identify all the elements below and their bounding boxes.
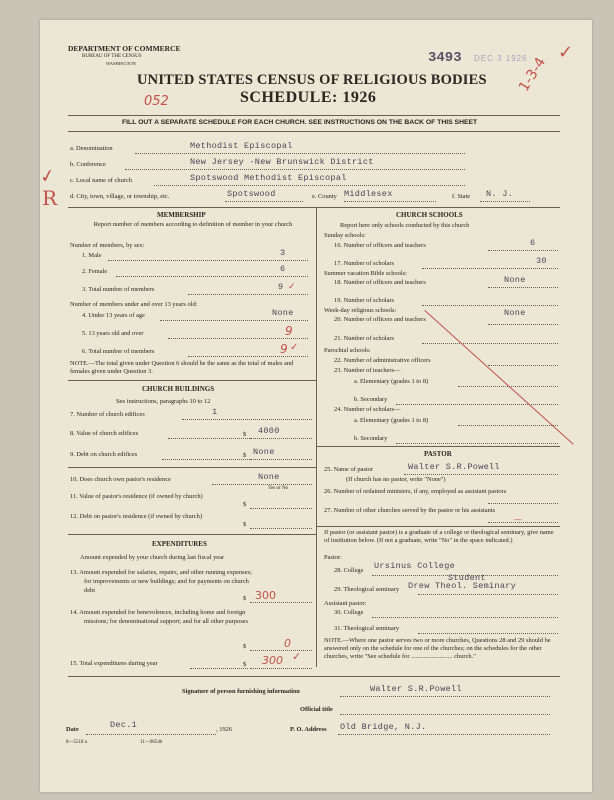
column-divider [316, 207, 317, 667]
q23-label: 23. Number of teachers— [334, 367, 401, 374]
signature-value: Walter S.R.Powell [370, 684, 462, 694]
q25-value: Walter S.R.Powell [408, 462, 500, 472]
pastor-rule [316, 446, 560, 447]
q17-label: 17. Number of scholars [334, 260, 394, 267]
form-number: 8—5518 a [66, 740, 87, 745]
section-frame-top [68, 207, 560, 208]
college-note: If pastor (or assistant pastor) is a graduate of a college or theological seminary, give name of institution below. (If not a graduate, write "No" in the space indicated.) [324, 529, 554, 544]
section-frame-bottom [68, 676, 560, 677]
q18-value: None [504, 275, 526, 285]
q7-label: 7. Number of church edifices [70, 411, 145, 418]
date-value: Dec.1 [110, 720, 138, 730]
q31-label: 31. Theological seminary [334, 625, 400, 632]
q11-dollar: $ [243, 501, 247, 508]
membership-title: MEMBERSHIP [157, 211, 206, 219]
q19-label: 19. Number of scholars [334, 297, 394, 304]
conference-value: New Jersey -New Brunswick District [190, 157, 374, 167]
print-number: 11—9054b [140, 740, 163, 745]
q28-label: 28. College [334, 567, 364, 574]
expenditures-rule [68, 534, 316, 535]
q25-hint: (If church has no pastor, write "None") [346, 476, 446, 483]
q3-label: 3. Total number of members [82, 286, 155, 293]
q3-value: 9 [278, 282, 284, 292]
q29-value: Drew Theol. Seminary [408, 581, 517, 591]
q29-student: Student [448, 573, 486, 583]
q10-hint: Yes or No [268, 486, 289, 491]
membership-intro: Report number of members according to definition of member in your church [93, 221, 293, 228]
address-value: Old Bridge, N.J. [340, 722, 427, 732]
q24-label: 24. Number of scholars— [334, 406, 401, 413]
q30-label: 30. College [334, 609, 364, 616]
q6-label: 6. Total number of members [82, 348, 155, 355]
q14-dollar: $ [243, 643, 247, 650]
q8-value: 4000 [258, 426, 280, 436]
q16-value: 6 [530, 238, 536, 248]
buildings-intro: See instructions, paragraphs 10 to 12 [116, 398, 211, 405]
q12-label: 12. Debt on pastor's residence (if owned by church) [70, 513, 202, 520]
state-label: f. State [452, 193, 471, 200]
denomination-label: a. Denomination [70, 145, 113, 152]
state-value: N. J. [486, 189, 514, 199]
q23b-label: b. Secondary [354, 396, 388, 403]
q2-value: 6 [280, 264, 286, 274]
city-field-label: d. City, town, village, or township, etc. [70, 193, 170, 200]
q11-label: 11. Value of pastor's residence (if owned by church) [70, 493, 203, 500]
q13-value: 300 [255, 589, 276, 602]
county-label: e. County [312, 193, 337, 200]
q16-label: 16. Number of officers and teachers [334, 242, 426, 249]
local-name-label: c. Local name of church [70, 177, 132, 184]
denomination-value: Methodist Episcopal [190, 141, 293, 151]
q7-value: 1 [212, 407, 218, 417]
schedule-number: 3493 [428, 50, 462, 66]
q4-value: None [272, 308, 294, 318]
signature-label: Signature of person furnishing information [182, 688, 300, 695]
census-schedule-sheet [40, 20, 592, 792]
schools-parochial: Parochial schools: [324, 347, 371, 354]
pastor-title: PASTOR [424, 450, 452, 458]
q12-dollar: $ [243, 521, 247, 528]
q13-label: 13. Amount expended for salaries, repairs, and other running expenses; for improvements or new buildings; and for payments on church debt [70, 569, 252, 594]
schools-summer: Summer vacation Bible schools: [324, 270, 407, 277]
q2-label: 2. Female [82, 268, 108, 275]
buildings-rule [68, 380, 316, 381]
county-value: Middlesex [344, 189, 393, 199]
q5-label: 5. 13 years old and over [82, 330, 144, 337]
q9-dollar: $ [243, 452, 247, 459]
q8-label: 8. Value of church edifices [70, 430, 139, 437]
schools-intro: Report here only schools conducted by this church [340, 222, 470, 229]
college-rule [316, 526, 560, 527]
schools-sunday: Sunday schools: [324, 232, 366, 239]
form-title: UNITED STATES CENSUS OF RELIGIOUS BODIES [137, 72, 487, 88]
q14-label: 14. Amount expended for benevolences, including home and foreign missions; for denominational support; and for all other purposes [70, 609, 249, 625]
q5-value: 9 [285, 324, 293, 338]
q9-label: 9. Debt on church edifices [70, 451, 138, 458]
membership-note: NOTE.—The total given under Question 6 should be the same as the total of males and females given under Question 3. [70, 360, 294, 375]
date-year: , 1926 [216, 726, 232, 733]
q29-label: 29. Theological seminary [334, 586, 400, 593]
handwritten-corner: 1-3-4 [516, 54, 550, 95]
q1-value: 3 [280, 248, 286, 258]
handwritten-code: 052 [144, 94, 169, 109]
conference-label: b. Conference [70, 161, 106, 168]
q14-value: 0 [284, 637, 291, 650]
q13-dollar: $ [243, 595, 247, 602]
q24a-label: a. Elementary (grades 1 to 8) [354, 417, 429, 424]
schools-title: CHURCH SCHOOLS [396, 211, 463, 219]
margin-letter-r: R [42, 186, 58, 210]
q25-label: 25. Name of pastor [324, 466, 373, 473]
q1-label: 1. Male [82, 252, 102, 259]
schedule-title: SCHEDULE: 1926 [240, 89, 377, 106]
date-label: Date [66, 726, 79, 733]
q21-label: 21. Number of scholars [334, 335, 394, 342]
address-label: P. O. Address [290, 726, 327, 733]
q22-label: 22. Number of administrative officers [334, 357, 431, 364]
city-label: WASHINGTON [106, 61, 136, 66]
q15-check: ✓ [292, 650, 302, 663]
instruction-line: FILL OUT A SEPARATE SCHEDULE FOR EACH CHURCH. SEE INSTRUCTIONS ON THE BACK OF THIS SHEET [122, 119, 478, 126]
instruction-rule-top [68, 115, 560, 116]
check-mark-top: ✓ [558, 42, 574, 63]
city-value: Spotswood [227, 189, 276, 199]
q17-value: 30 [536, 256, 547, 266]
q27-label: 27. Number of other churches served by the pastor or his assistants [324, 507, 496, 514]
q4-label: 4. Under 13 years of age [82, 312, 145, 319]
department-label: DEPARTMENT OF COMMERCE [68, 44, 181, 53]
pastor-note: NOTE.—Where one pastor serves two or more churches, Questions 28 and 29 should be answered only on the schedule for one of the churches; on the schedules for the other churches, write "See schedule for .......................... church." [324, 637, 551, 660]
q20-value: None [504, 308, 526, 318]
assistant-subhead: Assistant pastor: [324, 600, 367, 607]
q9-value: None [253, 447, 275, 457]
instruction-rule-bottom [68, 131, 560, 132]
q6-check: ✓ [290, 342, 299, 353]
official-title-label: Official title [300, 706, 333, 713]
date-stamp: DEC 3 1926 [474, 54, 528, 63]
expenditures-intro: Amount expended by your church during last fiscal year [80, 554, 225, 561]
q15-value: 300 [262, 654, 283, 667]
bureau-label: BUREAU OF THE CENSUS [82, 54, 142, 59]
expenditures-title: EXPENDITURES [152, 540, 207, 548]
q10-value: None [258, 472, 280, 482]
q3-check: ✓ [288, 282, 296, 292]
membership-age-intro: Number of members under and over 13 years old: [70, 301, 198, 308]
q23a-label: a. Elementary (grades 1 to 8) [354, 378, 429, 385]
buildings-title: CHURCH BUILDINGS [142, 385, 215, 393]
q18-label: 18. Number of officers and teachers [334, 279, 426, 286]
q15-dollar: $ [243, 661, 247, 668]
schools-weekday: Week-day religious schools: [324, 307, 397, 314]
q10-label: 10. Does church own pastor's residence [70, 476, 171, 483]
q6-value: 9 [280, 342, 288, 356]
local-name-value: Spotswood Methodist Episcopal [190, 173, 347, 183]
q27-dash: — [514, 515, 522, 524]
q15-label: 15. Total expenditures during year [70, 660, 158, 667]
margin-check-mark: ✓ [38, 164, 57, 189]
residence-rule [68, 467, 316, 468]
membership-by-sex: Number of members, by sex: [70, 242, 145, 249]
q28-value: Ursinus College [374, 561, 456, 571]
q26-label: 26. Number of ordained ministers, if any, employed as assistant pastors [324, 488, 507, 495]
q8-dollar: $ [243, 431, 247, 438]
q20-label: 20. Number of officers and teachers [334, 316, 426, 323]
pastor-subhead: Pastor: [324, 554, 342, 561]
q24b-label: b. Secondary [354, 435, 388, 442]
